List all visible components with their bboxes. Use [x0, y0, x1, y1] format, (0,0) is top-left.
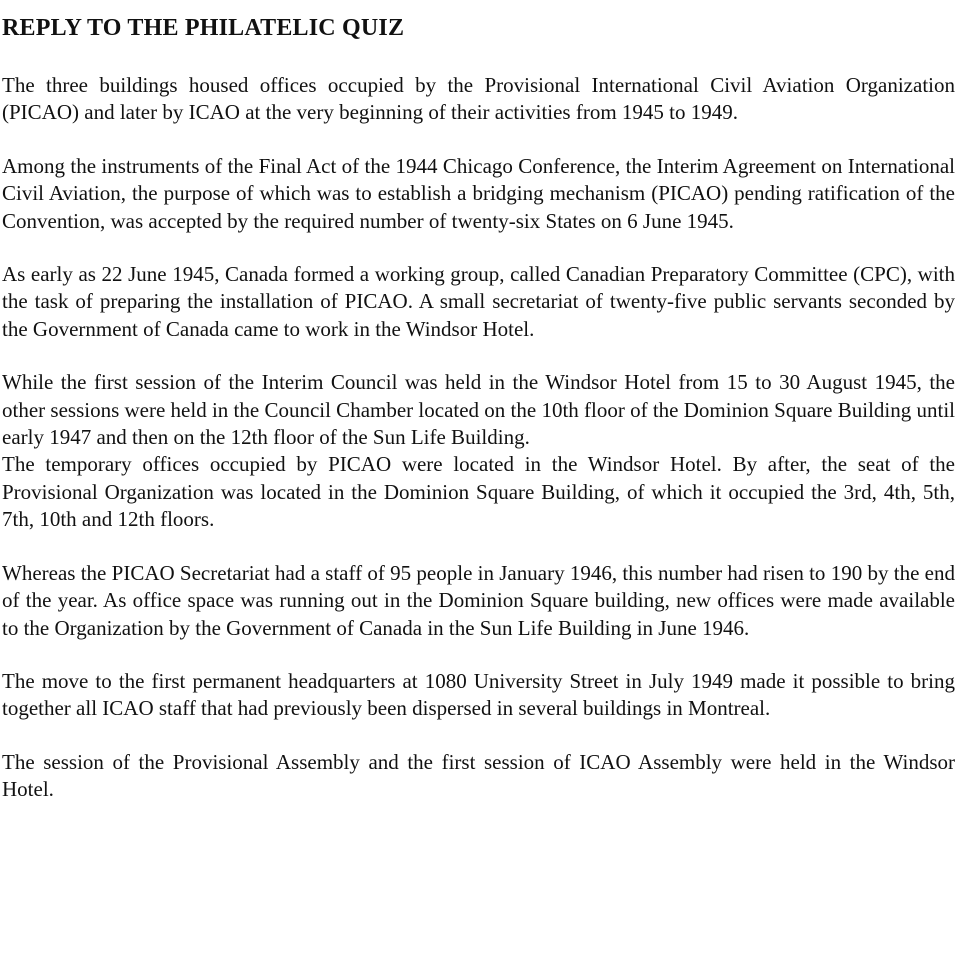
- paragraph-temporary-offices: The temporary offices occupied by PICAO were located in the Windsor Hotel. By after, the seat of the Provisional Organization was located in the Dominion Square Building, of which it occupied the 3rd, 4th, 5th, 7th, 10th and 12th floors.: [2, 452, 955, 532]
- document-page: [2, 14, 955, 804]
- paragraph-canadian-preparatory-committee: As early as 22 June 1945, Canada formed a working group, called Canadian Preparatory Committee (CPC), with the task of preparing the installation of PICAO. A small secretariat of twenty-five public servants seconded by the Government of Canada came to work in the Windsor Hotel.: [2, 262, 955, 341]
- document-title: REPLY TO THE PHILATELIC QUIZ: [2, 15, 405, 41]
- paragraph-picao-buildings: The three buildings housed offices occupied by the Provisional International Civil Aviation Organization (PICAO) and later by ICAO at the very beginning of their activities from 1945 to 1949.: [2, 73, 955, 125]
- paragraph-permanent-headquarters: The move to the first permanent headquarters at 1080 University Street in July 1949 made it possible to bring together all ICAO staff that had previously been dispersed in several buildings in Montreal.: [2, 668, 955, 721]
- paragraph-assembly-sessions: The session of the Provisional Assembly and the first session of ICAO Assembly were held in the Windsor Hotel.: [2, 749, 955, 802]
- paragraph-interim-agreement: Among the instruments of the Final Act of the 1944 Chicago Conference, the Interim Agreement on International Civil Aviation, the purpose of which was to establish a bridging mechanism (PICAO) pending ratification of the Convention, was accepted by the required number of twenty-six States on 6 June 1945.: [2, 153, 955, 233]
- paragraph-interim-council-sessions: While the first session of the Interim Council was held in the Windsor Hotel from 15 to 30 August 1945, the other sessions were held in the Council Chamber located on the 10th floor of the Dominion Square Building until early 1947 and then on the 12th floor of the Sun Life Building.: [2, 370, 955, 450]
- paragraph-secretariat-staff: Whereas the PICAO Secretariat had a staff of 95 people in January 1946, this number had risen to 190 by the end of the year. As office space was running out in the Dominion Square building, new offices were made available to the Organization by the Government of Canada in the Sun Life Building in June 1946.: [2, 560, 955, 640]
